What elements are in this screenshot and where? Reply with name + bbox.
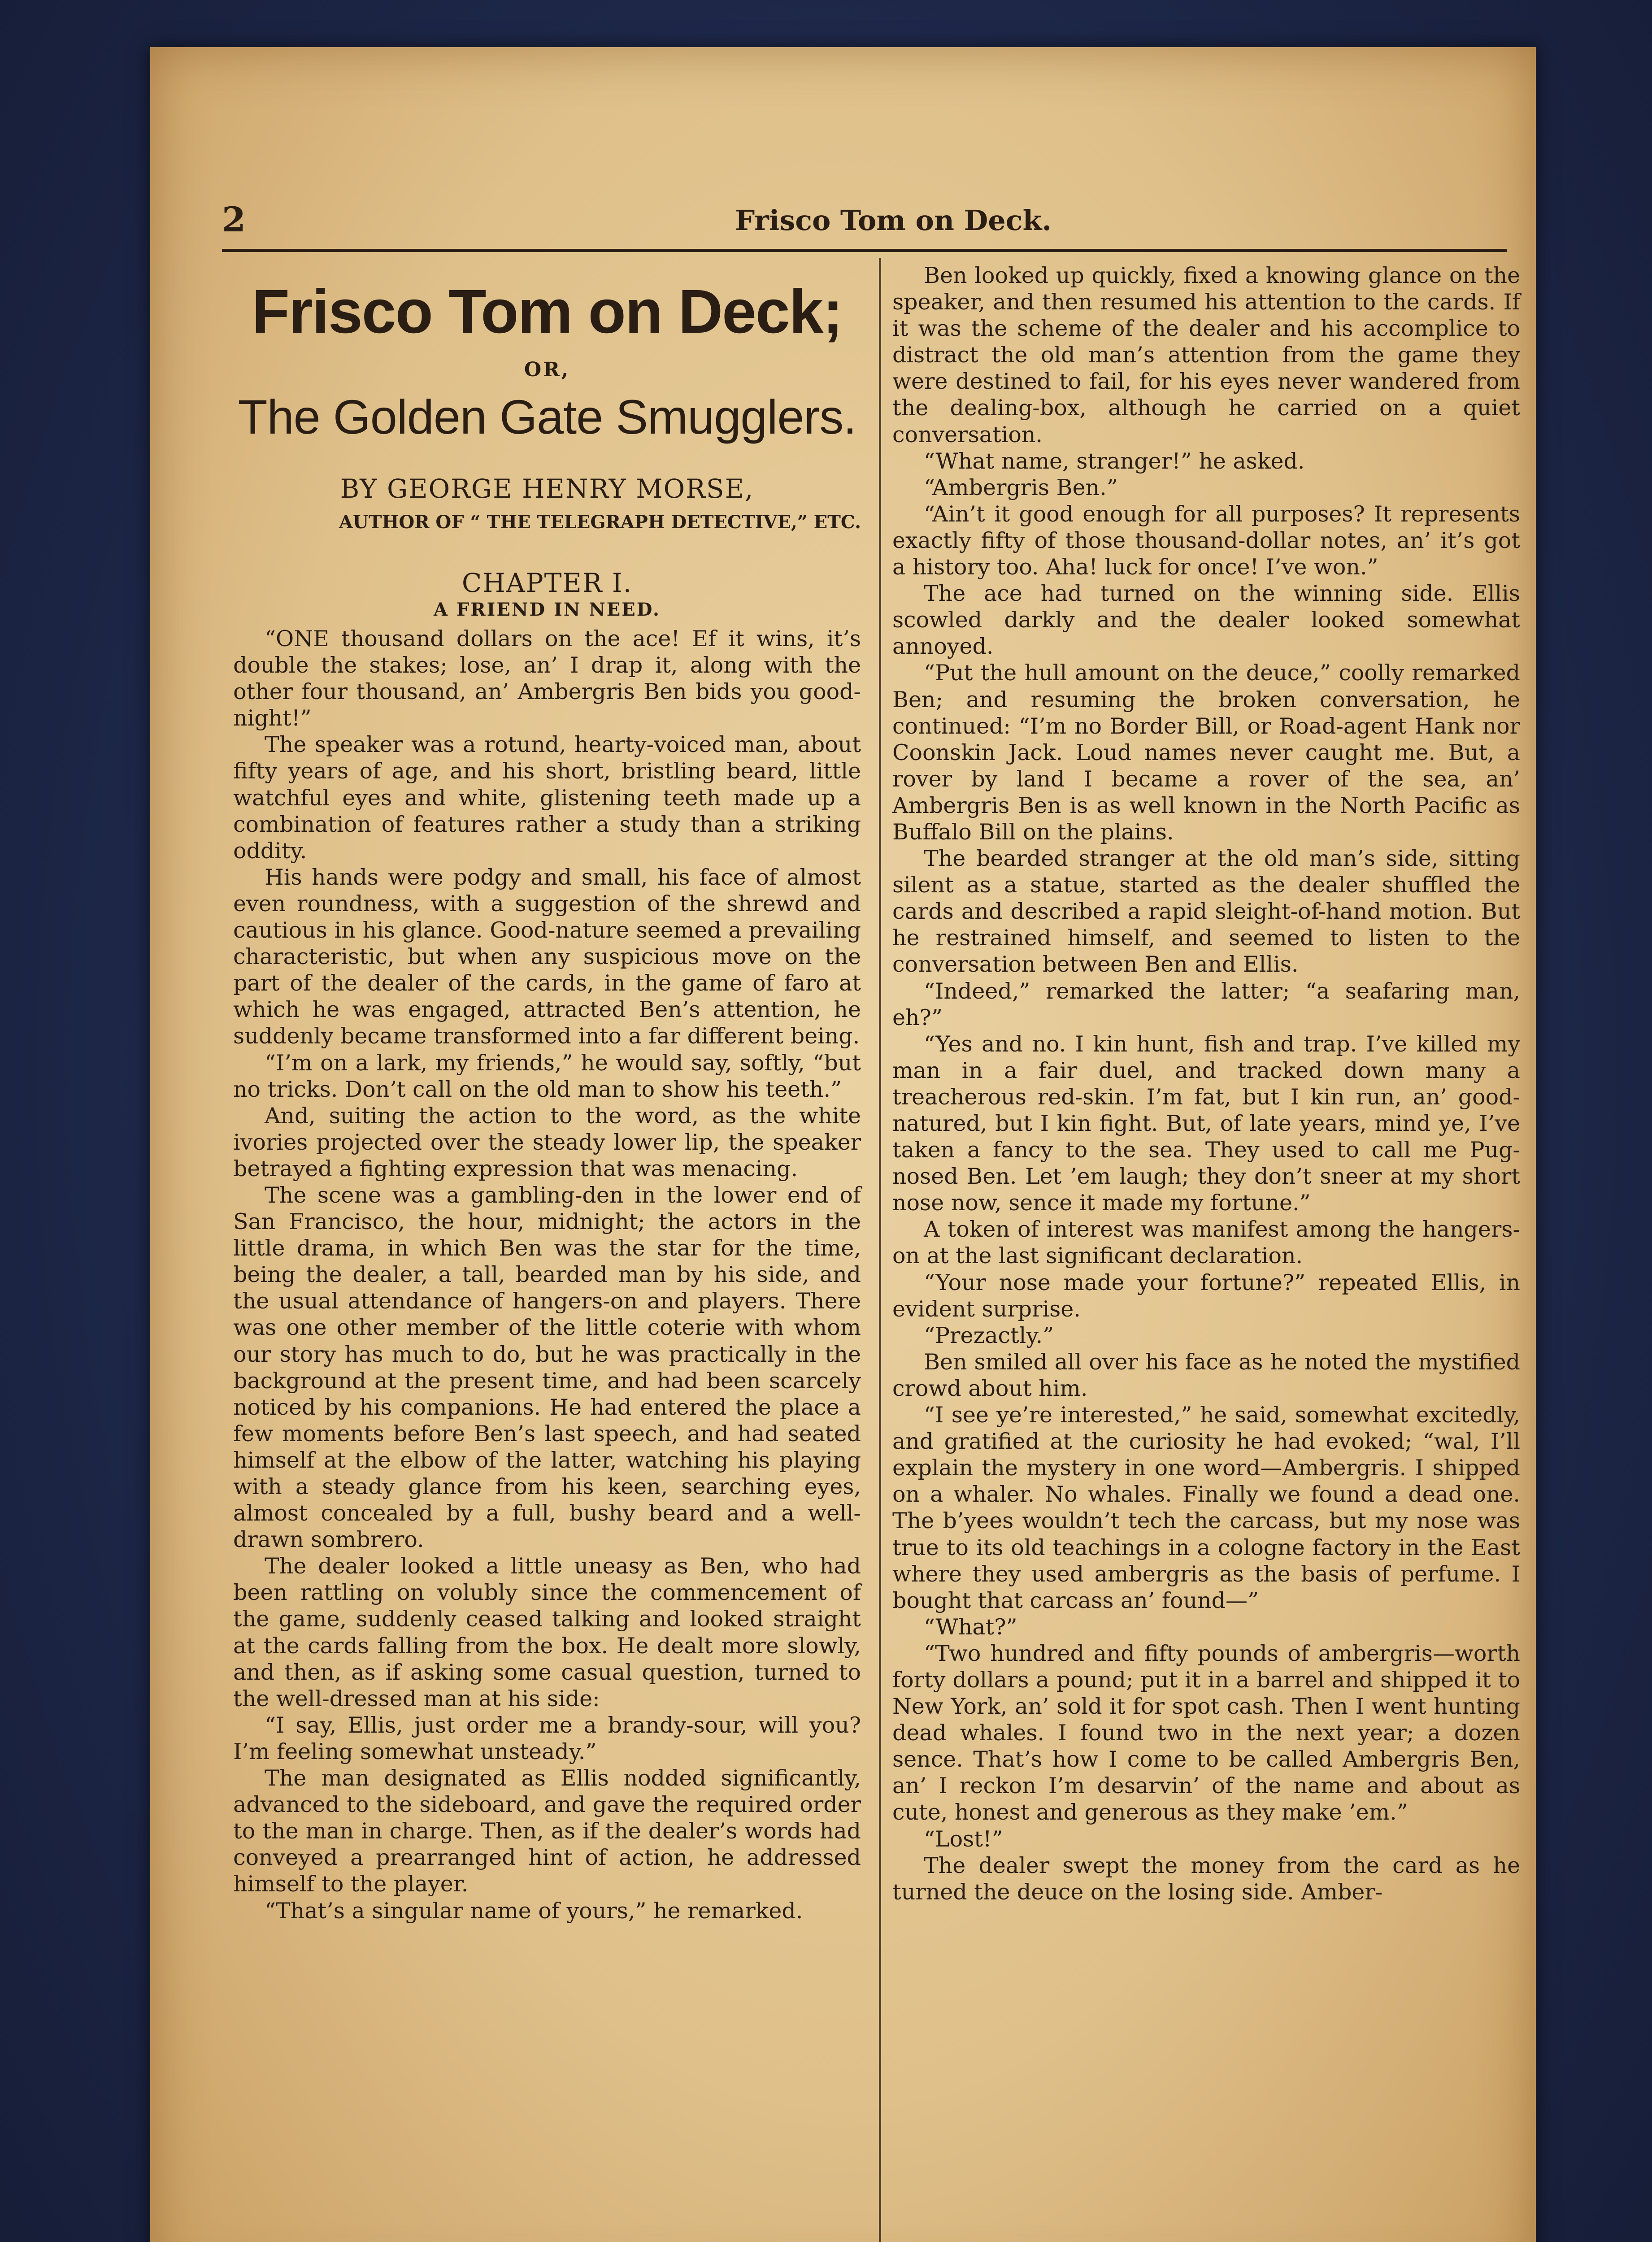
paragraph: His hands were podgy and small, his face of almost even roundness, with a suggestion of the shrewd and cautious in his glance. Good-nature seemed a prevailing characteristic, but when any suspicious move on the part of the dealer of the cards, in the game of faro at which he was engaged, attracted Ben’s attention, he suddenly became transformed into a far different being. bbox=[233, 864, 861, 1049]
paragraph: “Prezactly.” bbox=[924, 1322, 1054, 1348]
paragraph: A token of interest was manifest among the hangers-on at the last significant declaration. bbox=[892, 1217, 1520, 1269]
page-number: 2 bbox=[222, 200, 246, 239]
paragraph: “Ambergris Ben.” bbox=[924, 474, 1118, 500]
paragraph: “I see ye’re interested,” he said, somewhat excitedly, and gratified at the curiosity he had evoked; “wal, I’ll explain the mystery in one word—Ambergris. I shipped on a whaler. No whales. Finally we found a dead one. The b’yees wouldn’t tech the carcass, but my nose was true to its old teachings in a cologne factory in the East where they used ambergris as the basis of perfume. I bought that carcass an’ found—” bbox=[892, 1402, 1520, 1613]
paragraph: The ace had turned on the winning side. Ellis scowled darkly and the dealer looked somewhat annoyed. bbox=[892, 581, 1520, 660]
paragraph: “ONE thousand dollars on the ace! Ef it wins, it’s double the stakes; lose, an’ I drap it, along with the other four thousand, an’ Ambergris Ben bids you good-night!” bbox=[233, 626, 861, 731]
paragraph: “What name, stranger!” he asked. bbox=[924, 448, 1305, 474]
paragraph: “Yes and no. I kin hunt, fish and trap. I’ve killed my man in a fair duel, and tracked down many a treacherous red-skin. I’m fat, but I kin run, an’ good-natured, but I kin fight. But, of late years, mind ye, I’ve taken a fancy to the sea. They used to call me Pug-nosed Ben. Let ’em laugh; they don’t sneer at my short nose now, sence it made my fortune.” bbox=[892, 1031, 1520, 1216]
left-column bbox=[233, 262, 861, 1924]
right-column bbox=[892, 262, 1520, 1905]
paragraph: “What?” bbox=[924, 1614, 1017, 1640]
chapter-heading: CHAPTER I. bbox=[461, 568, 633, 598]
story-title: Frisco Tom on Deck; bbox=[252, 277, 843, 346]
paragraph: Ben smiled all over his face as he noted the mystified crowd about him. bbox=[892, 1349, 1520, 1401]
paragraph: “I say, Ellis, just order me a brandy-sour, will you? I’m feeling somewhat unsteady.” bbox=[233, 1712, 861, 1764]
paragraph: “Indeed,” remarked the latter; “a seafaring man, eh?” bbox=[892, 978, 1520, 1030]
paragraph: And, suiting the action to the word, as the white ivories projected over the steady lower lip, the speaker betrayed a fighting expression that was menacing. bbox=[233, 1103, 861, 1182]
paragraph: The bearded stranger at the old man’s side, sitting silent as a statue, started as the dealer shuffled the cards and described a rapid sleight-of-hand motion. But he restrained himself, and seemed to listen to the conversation between Ben and Ellis. bbox=[892, 846, 1520, 978]
paragraph: “Put the hull amount on the deuce,” coolly remarked Ben; and resuming the broken conversation, he continued: “I’m no Border Bill, or Road-agent Hank nor Coonskin Jack. Loud names never caught me. But, a rover by land I became a rover of the sea, an’ Ambergris Ben is as well known in the North Pacific as Buffalo Bill on the plains. bbox=[892, 660, 1520, 845]
title-or: OR, bbox=[524, 358, 570, 381]
paragraph: The speaker was a rotund, hearty-voiced man, about fifty years of age, and his short, bristling beard, little watchful eyes and white, glistening teeth made up a combination of features rather a study than a striking oddity. bbox=[233, 732, 861, 864]
paragraph: Ben looked up quickly, fixed a knowing glance on the speaker, and then resumed his attention to the cards. If it was the scheme of the dealer and his accomplice to distract the old man’s attention from the game they were destined to fail, for his eyes never wandered from the dealing-box, although he carried on a quiet conversation. bbox=[892, 263, 1520, 448]
author-credits: AUTHOR OF “ THE TELEGRAPH DETECTIVE,” ETC. bbox=[339, 512, 861, 533]
paragraph: “Two hundred and fifty pounds of ambergris—worth forty dollars a pound; put it in a barrel and shipped it to New York, an’ sold it for spot cash. Then I went hunting dead whales. I found two in the next year; a dozen sence. That’s how I come to be called Ambergris Ben, an’ I reckon I’m desarvin’ of the name and about as cute, honest and generous as they make ’em.” bbox=[892, 1640, 1520, 1825]
byline: BY GEORGE HENRY MORSE, bbox=[340, 474, 754, 504]
paragraph: “Lost!” bbox=[924, 1826, 1003, 1852]
paragraph: “That’s a singular name of yours,” he remarked. bbox=[265, 1898, 803, 1924]
story-subtitle: The Golden Gate Smugglers. bbox=[238, 390, 856, 444]
newspaper-page bbox=[150, 47, 1536, 2242]
chapter-title: A FRIEND IN NEED. bbox=[434, 599, 661, 620]
page-header bbox=[222, 195, 1507, 252]
running-title: Frisco Tom on Deck. bbox=[735, 204, 1052, 237]
paragraph: “Your nose made your fortune?” repeated Ellis, in evident surprise. bbox=[892, 1269, 1520, 1322]
paragraph: The scene was a gambling-den in the lower end of San Francisco, the hour, midnight; the actors in the little drama, in which Ben was the star for the time, being the dealer, a tall, bearded man by his side, and the usual attendance of hangers-on and players. There was one other member of the little coterie with whom our story has much to do, but he was practically in the background at the present time, and had been scarcely noticed by his companions. He had entered the place a few moments before Ben’s last speech, and had seated himself at the elbow of the latter, watching his playing with a steady glance from his keen, searching eyes, almost concealed by a full, bushy beard and a well-drawn sombrero. bbox=[233, 1182, 861, 1553]
paragraph: The dealer looked a little uneasy as Ben, who had been rattling on volubly since the commencement of the game, suddenly ceased talking and looked straight at the cards falling from the box. He dealt more slowly, and then, as if asking some casual question, turned to the well-dressed man at his side: bbox=[233, 1553, 861, 1712]
paragraph: “I’m on a lark, my friends,” he would say, softly, “but no tricks. Don’t call on the old man to show his teeth.” bbox=[233, 1050, 861, 1102]
paragraph: The dealer swept the money from the card as he turned the deuce on the losing side. Amber- bbox=[892, 1852, 1520, 1905]
column-rule bbox=[879, 258, 881, 2242]
paragraph: “Ain’t it good enough for all purposes? It represents exactly fifty of those thousand-dollar notes, an’ it’s got a history too. Aha! luck for once! I’ve won.” bbox=[892, 501, 1520, 580]
paragraph: The man designated as Ellis nodded significantly, advanced to the sideboard, and gave the required order to the man in charge. Then, as if the dealer’s words had conveyed a prearranged hint of action, he addressed himself to the player. bbox=[233, 1765, 861, 1897]
